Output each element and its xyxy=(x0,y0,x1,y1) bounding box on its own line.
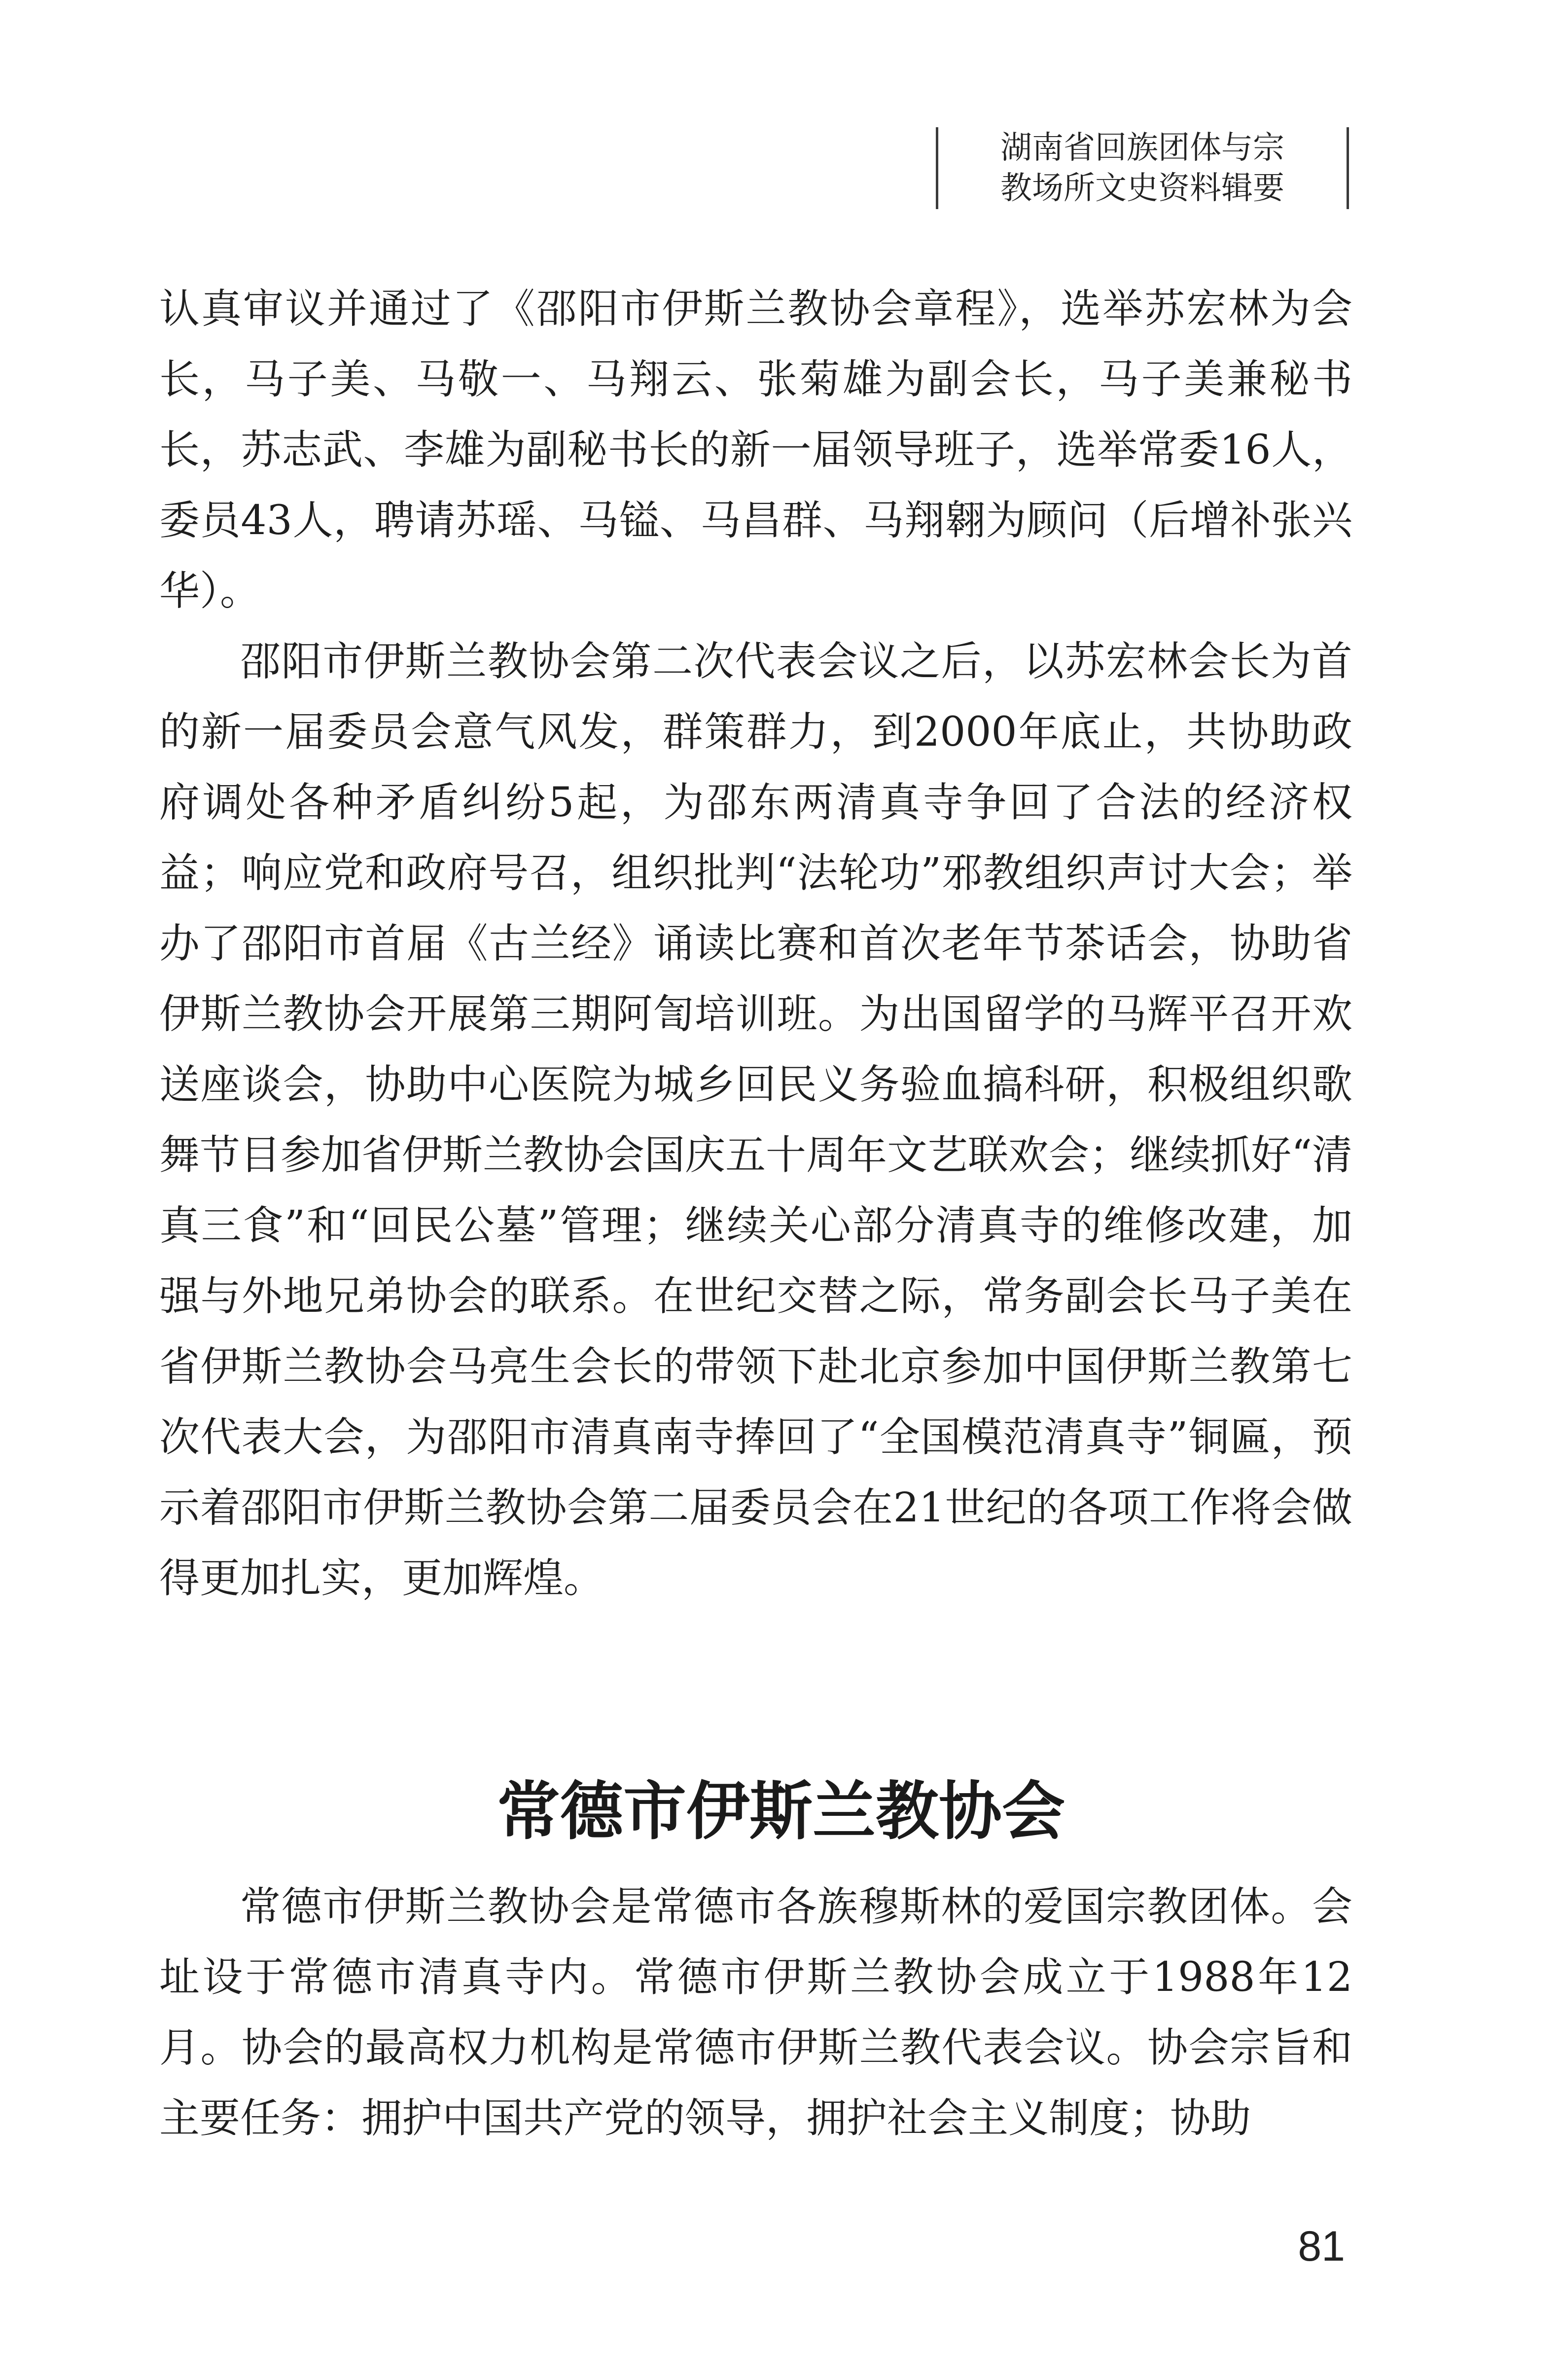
paragraph-continued: 认真审议并通过了《邵阳市伊斯兰教协会章程》，选举苏宏林为会长，马子美、马敬一、马翔云、张菊雄为副会长，马子美兼秘书长，苏志武、李雄为副秘书长的新一届领导班子，选举常委16人，委员43人，聘请苏瑶、马镒、马昌群、马翔翱为顾问（后增补张兴华）。 xyxy=(159,286,1352,614)
body-text-block xyxy=(159,274,1352,1614)
section-body-text xyxy=(159,1872,1352,2154)
paragraph: 邵阳市伊斯兰教协会第二次代表会议之后，以苏宏林会长为首的新一届委员会意气风发，群策群力，到2000年底止，共协助政府调处各种矛盾纠纷5起，为邵东两清真寺争回了合法的经济权益；响应党和政府号召，组织批判“法轮功”邪教组织声讨大会；举办了邵阳市首届《古兰经》诵读比赛和首次老年节茶话会，协助省伊斯兰教协会开展第三期阿訇培训班。为出国留学的马辉平召开欢送座谈会，协助中心医院为城乡回民义务验血搞科研，积极组织歌舞节目参加省伊斯兰教协会国庆五十周年文艺联欢会；继续抓好“清真三食”和“回民公墓”管理；继续关心部分清真寺的维修改建，加强与外地兄弟协会的联系。在世纪交替之际，常务副会长马子美在省伊斯兰教协会马亮生会长的带领下赴北京参加中国伊斯兰教第七次代表大会，为邵阳市清真南寺捧回了“全国模范清真寺”铜匾，预示着邵阳市伊斯兰教协会第二届委员会在21世纪的各项工作将会做得更加扎实，更加辉煌。 xyxy=(159,638,1352,1602)
paragraph: 常德市伊斯兰教协会是常德市各族穆斯林的爱国宗教团体。会址设于常德市清真寺内。常德市伊斯兰教协会成立于1988年12月。协会的最高权力机构是常德市伊斯兰教代表会议。协会宗旨和主要任务：拥护中国共产党的领导，拥护社会主义制度；协助 xyxy=(159,1883,1352,2142)
book-title-line-1: 湖南省回族团体与宗 xyxy=(1000,130,1284,166)
running-header xyxy=(936,127,1349,209)
page-number: 81 xyxy=(1298,2223,1345,2270)
book-title-line-2: 教场所文史资料辑要 xyxy=(1000,170,1284,207)
section-heading: 常德市伊斯兰教协会 xyxy=(497,1775,1065,1849)
